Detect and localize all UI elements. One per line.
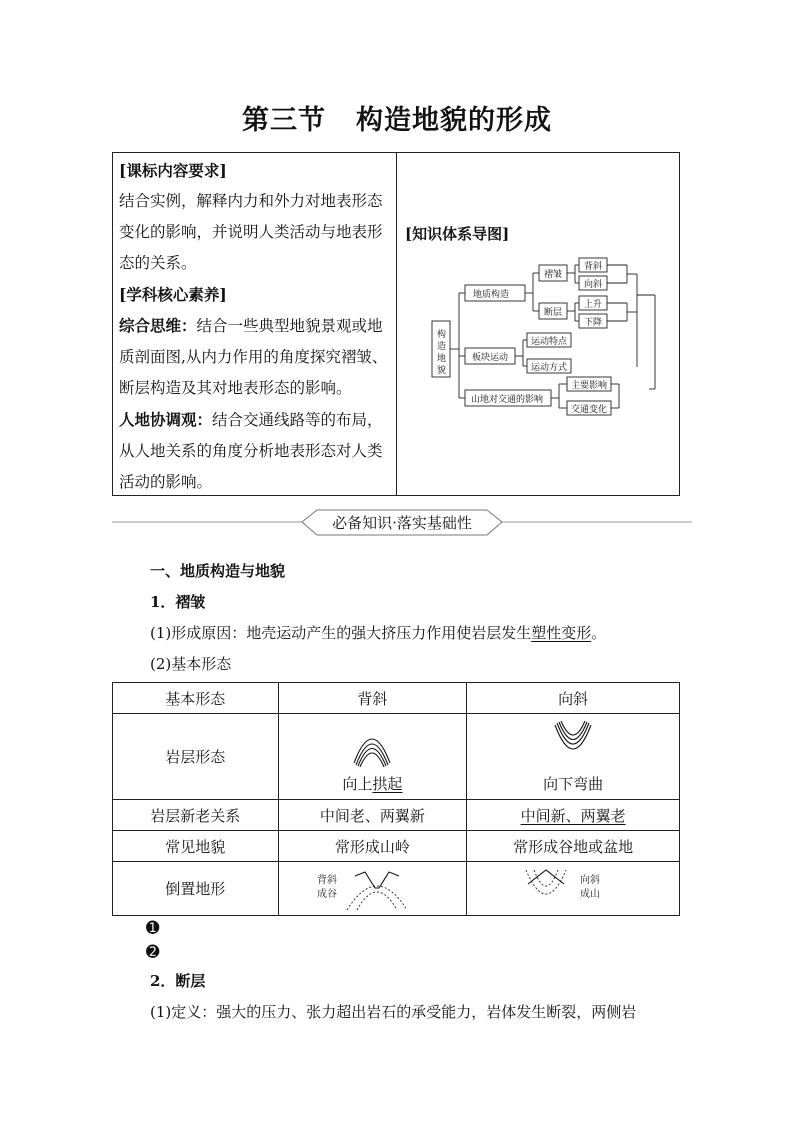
table-row xyxy=(113,683,680,714)
mindmap-main-impact: 主要影响 xyxy=(571,381,608,391)
mindmap-fall: 下降 xyxy=(584,318,603,328)
requirements-heading: [课标内容要求] xyxy=(119,161,227,180)
fold-forms-table xyxy=(112,682,680,916)
mindmap-root-1: 构 xyxy=(437,330,447,340)
syncline-layers-icon xyxy=(551,721,595,767)
mindmap-fold: 褶皱 xyxy=(544,270,563,280)
requirements-column xyxy=(113,153,397,495)
fold-forms-label: (2)基本形态 xyxy=(150,655,232,673)
core-harmony: 人地协调观：结合交通线路等的布局，从人地关系的角度分析地表形态对人类活动的影响。 xyxy=(119,410,383,491)
syncline-shape-cell xyxy=(467,714,680,800)
fault-heading: 2．断层 xyxy=(150,972,206,990)
mindmap-motion-feature: 运动特点 xyxy=(531,337,568,347)
mindmap-plate-motion: 板块运动 xyxy=(472,353,509,363)
note-marker-2: ➋ xyxy=(146,942,160,961)
fault-definition: (1)定义：强大的压力、张力超出岩石的承受能力，岩体发生断裂，两侧岩 xyxy=(150,1003,637,1021)
anticline-inverted-label-1: 背斜 xyxy=(317,874,338,886)
mindmap-mountain-traffic: 山地对交通的影响 xyxy=(471,395,544,405)
mindmap-traffic-change: 交通变化 xyxy=(571,405,608,415)
table-row xyxy=(113,862,680,916)
table-row xyxy=(113,714,680,800)
syncline-mountain-icon xyxy=(518,866,628,912)
core-heading: [学科核心素养] xyxy=(119,285,227,304)
mindmap-diagram xyxy=(397,153,679,495)
syncline-age: 中间新、两翼老 xyxy=(467,800,680,831)
header-cell: 向斜 xyxy=(467,683,680,714)
syncline-shape-text: 向下弯曲 xyxy=(543,775,604,793)
mindmap-fault: 断层 xyxy=(544,308,563,318)
note-marker-1: ➊ xyxy=(146,918,160,937)
row-label: 岩层新老关系 xyxy=(113,800,279,831)
table-row xyxy=(113,800,680,831)
mindmap-rise: 上升 xyxy=(584,300,603,310)
mindmap-column xyxy=(397,153,679,495)
syncline-inverted-cell xyxy=(467,862,680,916)
mindmap-syncline: 向斜 xyxy=(584,280,603,290)
section1-heading: 一、地质构造与地貌 xyxy=(150,562,286,580)
page-title: 第三节 构造地貌的形成 xyxy=(242,105,552,136)
header-cell: 基本形态 xyxy=(113,683,279,714)
fold-heading: 1．褶皱 xyxy=(150,593,206,611)
anticline-age: 中间老、两翼新 xyxy=(278,800,467,831)
mindmap-root-2: 造 xyxy=(437,342,447,352)
mindmap-motion-mode: 运动方式 xyxy=(531,363,568,373)
mindmap-anticline: 背斜 xyxy=(584,262,603,272)
syncline-inverted-label-2: 成山 xyxy=(580,888,601,900)
mindmap-geo-structure: 地质构造 xyxy=(473,290,510,300)
fold-cause: (1)形成原因：地壳运动产生的强大挤压力作用使岩层发生塑性变形。 xyxy=(150,624,607,642)
core-thinking: 综合思维：结合一些典型地貌景观或地质剖面图,从内力作用的角度探究褶皱、断层构造及其对地表形态的影响。 xyxy=(119,316,388,397)
syncline-landform: 常形成谷地或盆地 xyxy=(467,831,680,862)
section-banner xyxy=(112,508,692,538)
anticline-shape-text: 向上拱起 xyxy=(342,775,403,793)
header-cell: 背斜 xyxy=(278,683,467,714)
banner-label: 必备知识·落实基础性 xyxy=(332,514,472,532)
mindmap-root-4: 貌 xyxy=(437,366,447,376)
row-label: 岩层形态 xyxy=(113,714,279,800)
anticline-shape-cell xyxy=(278,714,467,800)
requirements-text: 结合实例，解释内力和外力对地表形态变化的影响，并说明人类活动与地表形态的关系。 xyxy=(119,192,383,272)
anticline-inverted-cell xyxy=(278,862,467,916)
mindmap-root-3: 地 xyxy=(437,354,447,364)
anticline-layers-icon xyxy=(350,721,394,767)
mindmap-heading: [知识体系导图] xyxy=(405,225,510,243)
row-label: 常见地貌 xyxy=(113,831,279,862)
anticline-landform: 常形成山岭 xyxy=(278,831,467,862)
intro-box xyxy=(112,152,680,496)
table-row xyxy=(113,831,680,862)
anticline-inverted-label-2: 成谷 xyxy=(317,888,338,900)
row-label: 倒置地形 xyxy=(113,862,279,916)
syncline-inverted-label-1: 向斜 xyxy=(580,874,601,886)
anticline-valley-icon xyxy=(317,866,427,912)
